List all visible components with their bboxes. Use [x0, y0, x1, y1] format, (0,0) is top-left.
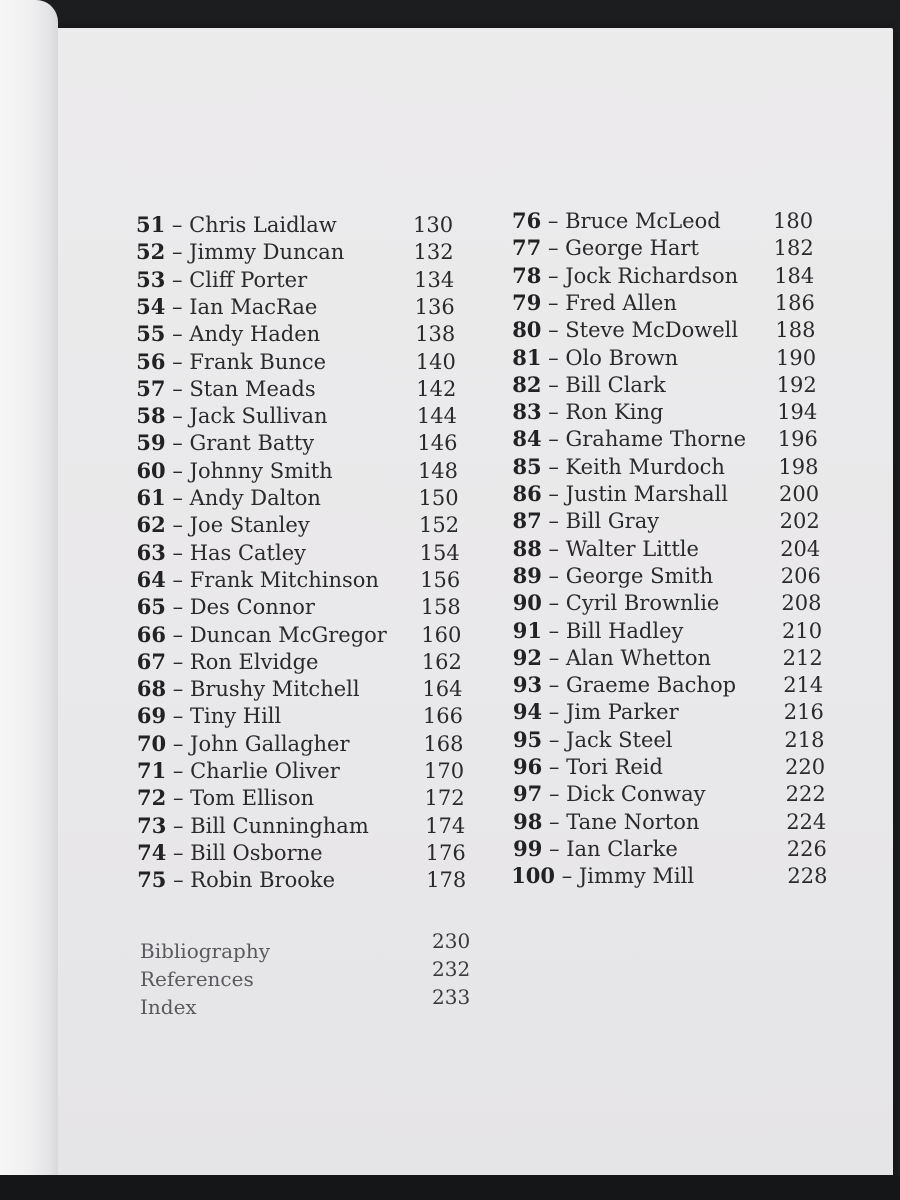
- entry-page-number: 204: [780, 536, 821, 561]
- facing-page-edge: [0, 0, 58, 1200]
- entry-number: 52: [136, 239, 166, 265]
- entry-page-number: 154: [419, 540, 460, 565]
- entry-page-number: 226: [786, 836, 827, 861]
- entry-page-number: 194: [777, 400, 818, 425]
- entry-number: 84: [512, 426, 542, 452]
- entry-dash: –: [555, 864, 579, 889]
- entry-name: Alan Whetton: [565, 645, 712, 670]
- entry-number: 60: [136, 457, 166, 483]
- entry-number: 86: [512, 481, 542, 506]
- contents-entry: [136, 703, 463, 729]
- entry-number: 100: [511, 863, 556, 889]
- entry-number: 78: [512, 262, 542, 288]
- entry-name: Andy Dalton: [189, 486, 321, 510]
- entry-page-number: 156: [420, 567, 461, 592]
- entry-number: 95: [512, 726, 543, 752]
- entry-dash: –: [542, 755, 567, 779]
- entry-name: Fred Allen: [565, 290, 677, 315]
- entry-name: Ron Elvidge: [189, 649, 319, 674]
- contents-entry: [511, 863, 828, 889]
- entry-dash: –: [541, 209, 566, 233]
- entry-name: Dick Conway: [566, 782, 706, 807]
- entry-number: 91: [512, 617, 542, 643]
- contents-entry: [512, 426, 818, 452]
- entry-name: Ian MacRae: [189, 294, 318, 319]
- entry-page-number: 174: [425, 813, 466, 838]
- contents-entry: [136, 321, 456, 347]
- entry-name: Brushy Mitchell: [189, 677, 360, 702]
- back-matter-title: Index: [140, 995, 197, 1019]
- entry-dash: –: [542, 673, 566, 698]
- entry-name: Cyril Brownlie: [565, 591, 720, 616]
- entry-page-number: 152: [419, 513, 460, 538]
- contents-entry: [136, 485, 459, 511]
- contents-entry: [136, 430, 458, 456]
- contents-entry: [136, 539, 460, 566]
- back-matter-page-number: 233: [432, 985, 471, 1009]
- entry-page-number: 140: [415, 349, 456, 374]
- entry-dash: –: [165, 213, 190, 237]
- entry-dash: –: [165, 322, 190, 347]
- entry-page-number: 180: [773, 209, 814, 233]
- entry-page-number: 148: [417, 458, 459, 483]
- back-matter-title: Bibliography: [140, 939, 270, 963]
- contents-entry: [136, 566, 461, 593]
- entry-dash: –: [166, 649, 190, 674]
- entry-dash: –: [165, 622, 190, 647]
- entry-number: 58: [136, 403, 166, 429]
- contents-entry: [136, 730, 464, 757]
- entry-page-number: 228: [787, 864, 828, 889]
- entry-name: Charlie Oliver: [190, 759, 340, 783]
- entry-number: 96: [513, 754, 543, 779]
- entry-number: 68: [136, 676, 167, 702]
- contents-entry: [512, 399, 818, 425]
- entry-dash: –: [165, 431, 190, 456]
- entry-number: 57: [136, 375, 166, 401]
- entry-dash: –: [541, 563, 566, 588]
- entry-page-number: 208: [781, 591, 822, 616]
- entry-number: 70: [136, 730, 167, 756]
- contents-entry: [137, 758, 465, 784]
- entry-name: Frank Bunce: [189, 349, 327, 374]
- entry-name: Frank Mitchinson: [189, 567, 379, 592]
- entry-name: Stan Meads: [189, 376, 316, 401]
- entry-page-number: 176: [425, 840, 466, 865]
- entry-dash: –: [541, 400, 566, 425]
- contents-entry: [137, 785, 465, 811]
- contents-entry: [512, 590, 822, 616]
- entry-name: Tane Norton: [566, 809, 700, 834]
- contents-entry: [136, 594, 461, 620]
- entry-name: Des Connor: [189, 595, 315, 620]
- entry-number: 66: [136, 621, 166, 647]
- contents-entry: [512, 617, 823, 644]
- entry-number: 59: [136, 430, 166, 456]
- entry-page-number: 220: [785, 755, 826, 779]
- contents-entry: [136, 512, 460, 538]
- entry-dash: –: [166, 759, 191, 783]
- entry-dash: –: [165, 240, 190, 265]
- entry-page-number: 210: [782, 618, 823, 643]
- entry-name: Has Catley: [189, 540, 307, 565]
- entry-page-number: 136: [414, 294, 455, 319]
- entry-page-number: 132: [413, 240, 454, 265]
- back-matter-page-number: 230: [432, 929, 471, 953]
- contents-entry: [136, 212, 454, 238]
- contents-entry: [136, 266, 455, 293]
- entry-page-number: 150: [418, 486, 459, 510]
- entry-number: 83: [512, 399, 542, 425]
- entry-name: John Gallagher: [190, 731, 350, 756]
- entry-dash: –: [165, 404, 190, 429]
- entry-name: Jimmy Duncan: [189, 240, 345, 265]
- entry-page-number: 130: [413, 213, 454, 237]
- entry-name: George Hart: [565, 236, 699, 261]
- entry-dash: –: [165, 267, 190, 292]
- entry-dash: –: [542, 809, 567, 834]
- entry-number: 63: [136, 539, 166, 565]
- entry-name: Duncan McGregor: [189, 622, 387, 647]
- entry-number: 61: [136, 485, 166, 510]
- contents-entry: [512, 644, 823, 671]
- entry-number: 62: [136, 512, 166, 538]
- entry-dash: –: [165, 458, 190, 483]
- entry-page-number: 190: [776, 345, 817, 370]
- entry-dash: –: [541, 618, 566, 643]
- entry-dash: –: [166, 840, 191, 865]
- entry-name: Grahame Thorne: [565, 427, 747, 452]
- contents-entry: [512, 562, 821, 589]
- entry-name: Andy Haden: [189, 322, 321, 347]
- entry-dash: –: [165, 567, 190, 592]
- entry-page-number: 146: [417, 431, 458, 456]
- entry-number: 72: [137, 785, 167, 811]
- entry-name: Tori Reid: [566, 755, 663, 779]
- contents-entry: [513, 781, 826, 807]
- entry-dash: –: [541, 591, 566, 616]
- entry-number: 54: [136, 293, 166, 319]
- entry-page-number: 138: [415, 322, 456, 347]
- entry-number: 89: [512, 562, 542, 588]
- entry-page-number: 214: [783, 673, 824, 698]
- entry-dash: –: [541, 536, 566, 561]
- entry-page-number: 158: [420, 595, 461, 620]
- entry-page-number: 222: [785, 782, 826, 807]
- entry-number: 71: [137, 758, 167, 783]
- entry-dash: –: [166, 731, 191, 756]
- entry-name: Walter Little: [565, 536, 699, 561]
- entry-dash: –: [541, 236, 566, 261]
- entry-dash: –: [165, 513, 190, 538]
- entry-number: 82: [512, 371, 542, 397]
- entry-page-number: 144: [416, 404, 457, 429]
- entry-page-number: 184: [774, 263, 815, 288]
- entry-name: Tom Ellison: [190, 786, 315, 811]
- contents-entry: [512, 672, 824, 698]
- entry-number: 73: [137, 812, 167, 838]
- contents-entry: [512, 344, 817, 371]
- entry-name: Bruce McLeod: [565, 209, 721, 233]
- entry-page-number: 206: [780, 563, 821, 588]
- entry-page-number: 224: [786, 809, 827, 834]
- entry-page-number: 172: [424, 786, 465, 811]
- entry-number: 67: [136, 648, 167, 674]
- entry-dash: –: [541, 427, 566, 452]
- entry-name: Cliff Porter: [189, 267, 308, 292]
- entry-name: Jimmy Mill: [578, 864, 695, 889]
- entry-page-number: 202: [779, 509, 820, 534]
- entry-number: 51: [136, 212, 166, 237]
- contents-entry: [512, 289, 815, 316]
- entry-page-number: 160: [421, 622, 462, 647]
- entry-number: 56: [136, 348, 166, 374]
- entry-dash: –: [165, 376, 190, 401]
- back-matter-entry: [140, 957, 471, 992]
- entry-name: Bill Gray: [565, 509, 660, 534]
- entry-name: Bill Hadley: [565, 618, 684, 643]
- entry-number: 76: [512, 208, 542, 233]
- contents-entry: [512, 317, 816, 343]
- contents-entry: [512, 699, 824, 725]
- entry-number: 77: [512, 235, 542, 261]
- entry-number: 64: [136, 566, 166, 592]
- contents-entry: [136, 348, 456, 375]
- entry-page-number: 200: [779, 482, 820, 506]
- entry-dash: –: [541, 318, 566, 343]
- contents-entry: [513, 754, 826, 780]
- entry-number: 93: [512, 672, 543, 698]
- entry-number: 85: [512, 453, 542, 479]
- entry-number: 81: [512, 344, 542, 370]
- entry-number: 65: [136, 594, 166, 620]
- entry-name: Steve McDowell: [565, 318, 739, 343]
- back-matter-page-number: 232: [432, 957, 471, 981]
- background-surface: [0, 1175, 900, 1200]
- entry-dash: –: [166, 677, 190, 702]
- entry-name: Jack Steel: [566, 727, 673, 752]
- entry-number: 79: [512, 289, 542, 315]
- contents-entry: [136, 239, 454, 265]
- entry-dash: –: [542, 700, 566, 725]
- entry-name: Jack Sullivan: [189, 404, 328, 429]
- entry-dash: –: [166, 704, 190, 729]
- entry-number: 53: [136, 266, 166, 292]
- entry-name: Johnny Smith: [189, 458, 333, 483]
- back-matter-entry: [140, 985, 471, 1020]
- back-matter-entry: [140, 929, 471, 964]
- entry-dash: –: [165, 540, 190, 565]
- entry-page-number: 134: [414, 267, 455, 292]
- entry-dash: –: [541, 482, 566, 506]
- contents-entry: [512, 535, 821, 562]
- contents-entry: [512, 262, 815, 289]
- entry-name: Bill Clark: [565, 372, 666, 397]
- entry-number: 98: [513, 808, 543, 834]
- entry-page-number: 212: [782, 645, 823, 670]
- entry-number: 69: [136, 703, 167, 729]
- entry-dash: –: [542, 782, 567, 807]
- entry-dash: –: [541, 372, 566, 397]
- entry-page-number: 186: [774, 290, 815, 315]
- entry-dash: –: [165, 294, 190, 319]
- entry-page-number: 166: [422, 704, 463, 729]
- entry-dash: –: [541, 290, 566, 315]
- entry-page-number: 178: [426, 868, 467, 893]
- entry-name: Graeme Bachop: [565, 673, 737, 698]
- entry-name: Robin Brooke: [190, 868, 336, 893]
- contents-entry: [136, 403, 457, 429]
- contents-entry: [137, 812, 466, 839]
- entry-name: Justin Marshall: [565, 482, 728, 506]
- entry-dash: –: [166, 786, 191, 811]
- entry-number: 75: [137, 867, 167, 893]
- entry-number: 88: [512, 535, 542, 561]
- entry-dash: –: [542, 836, 567, 861]
- entry-name: Bill Cunningham: [190, 813, 369, 838]
- entry-name: Ron King: [565, 400, 664, 425]
- entry-name: George Smith: [565, 563, 714, 588]
- entry-name: Tiny Hill: [189, 704, 282, 729]
- entry-number: 90: [512, 590, 542, 616]
- entry-page-number: 164: [422, 677, 463, 702]
- contents-entry: [512, 235, 814, 261]
- entry-number: 97: [513, 781, 543, 807]
- contents-entry: [136, 621, 462, 648]
- entry-name: Bill Osborne: [190, 840, 323, 865]
- entry-name: Jim Parker: [565, 700, 679, 725]
- contents-entry: [513, 808, 827, 835]
- entry-page-number: 196: [777, 427, 818, 452]
- entry-number: 87: [512, 508, 542, 534]
- contents-entry: [136, 676, 463, 702]
- entry-page-number: 218: [784, 727, 825, 752]
- contents-entry: [513, 835, 827, 862]
- entry-page-number: 192: [776, 372, 817, 397]
- entry-number: 94: [512, 699, 543, 725]
- entry-name: Joe Stanley: [189, 513, 310, 538]
- back-matter-title: References: [140, 967, 254, 991]
- entry-page-number: 162: [421, 649, 462, 674]
- contents-entry: [136, 648, 462, 675]
- contents-entry: [136, 375, 457, 402]
- contents-entry: [137, 867, 467, 893]
- entry-dash: –: [165, 349, 190, 374]
- contents-entry: [512, 726, 825, 753]
- entry-dash: –: [165, 486, 190, 510]
- entry-page-number: 170: [424, 759, 465, 783]
- contents-entry: [136, 293, 455, 320]
- contents-entry: [512, 453, 819, 480]
- entry-number: 92: [512, 644, 543, 670]
- entry-number: 80: [512, 317, 542, 343]
- contents-entry: [136, 457, 459, 484]
- entry-name: Grant Batty: [189, 431, 315, 456]
- entry-page-number: 168: [423, 731, 464, 756]
- entry-dash: –: [541, 454, 566, 479]
- entry-page-number: 198: [778, 454, 819, 479]
- entry-number: 55: [136, 321, 166, 347]
- entry-dash: –: [541, 263, 566, 288]
- entry-name: Jock Richardson: [565, 263, 739, 288]
- entry-page-number: 188: [775, 318, 816, 343]
- entry-dash: –: [542, 727, 567, 752]
- entry-page-number: 182: [773, 236, 814, 261]
- entry-page-number: 142: [416, 376, 457, 401]
- entry-name: Ian Clarke: [566, 836, 678, 861]
- entry-dash: –: [166, 813, 191, 838]
- entry-dash: –: [165, 595, 190, 620]
- entry-name: Olo Brown: [565, 345, 679, 370]
- contents-entry: [512, 208, 814, 234]
- contents-entry: [512, 371, 817, 398]
- entry-number: 74: [137, 839, 167, 865]
- entry-dash: –: [541, 345, 566, 370]
- contents-entry: [137, 839, 466, 866]
- entry-dash: –: [166, 868, 191, 893]
- entry-number: 99: [513, 835, 543, 861]
- entry-name: Keith Murdoch: [565, 454, 725, 479]
- entry-page-number: 216: [783, 700, 824, 725]
- entry-dash: –: [541, 509, 566, 534]
- entry-name: Chris Laidlaw: [189, 213, 337, 237]
- contents-entry: [512, 481, 820, 507]
- entry-dash: –: [542, 645, 566, 670]
- contents-entry: [512, 508, 820, 534]
